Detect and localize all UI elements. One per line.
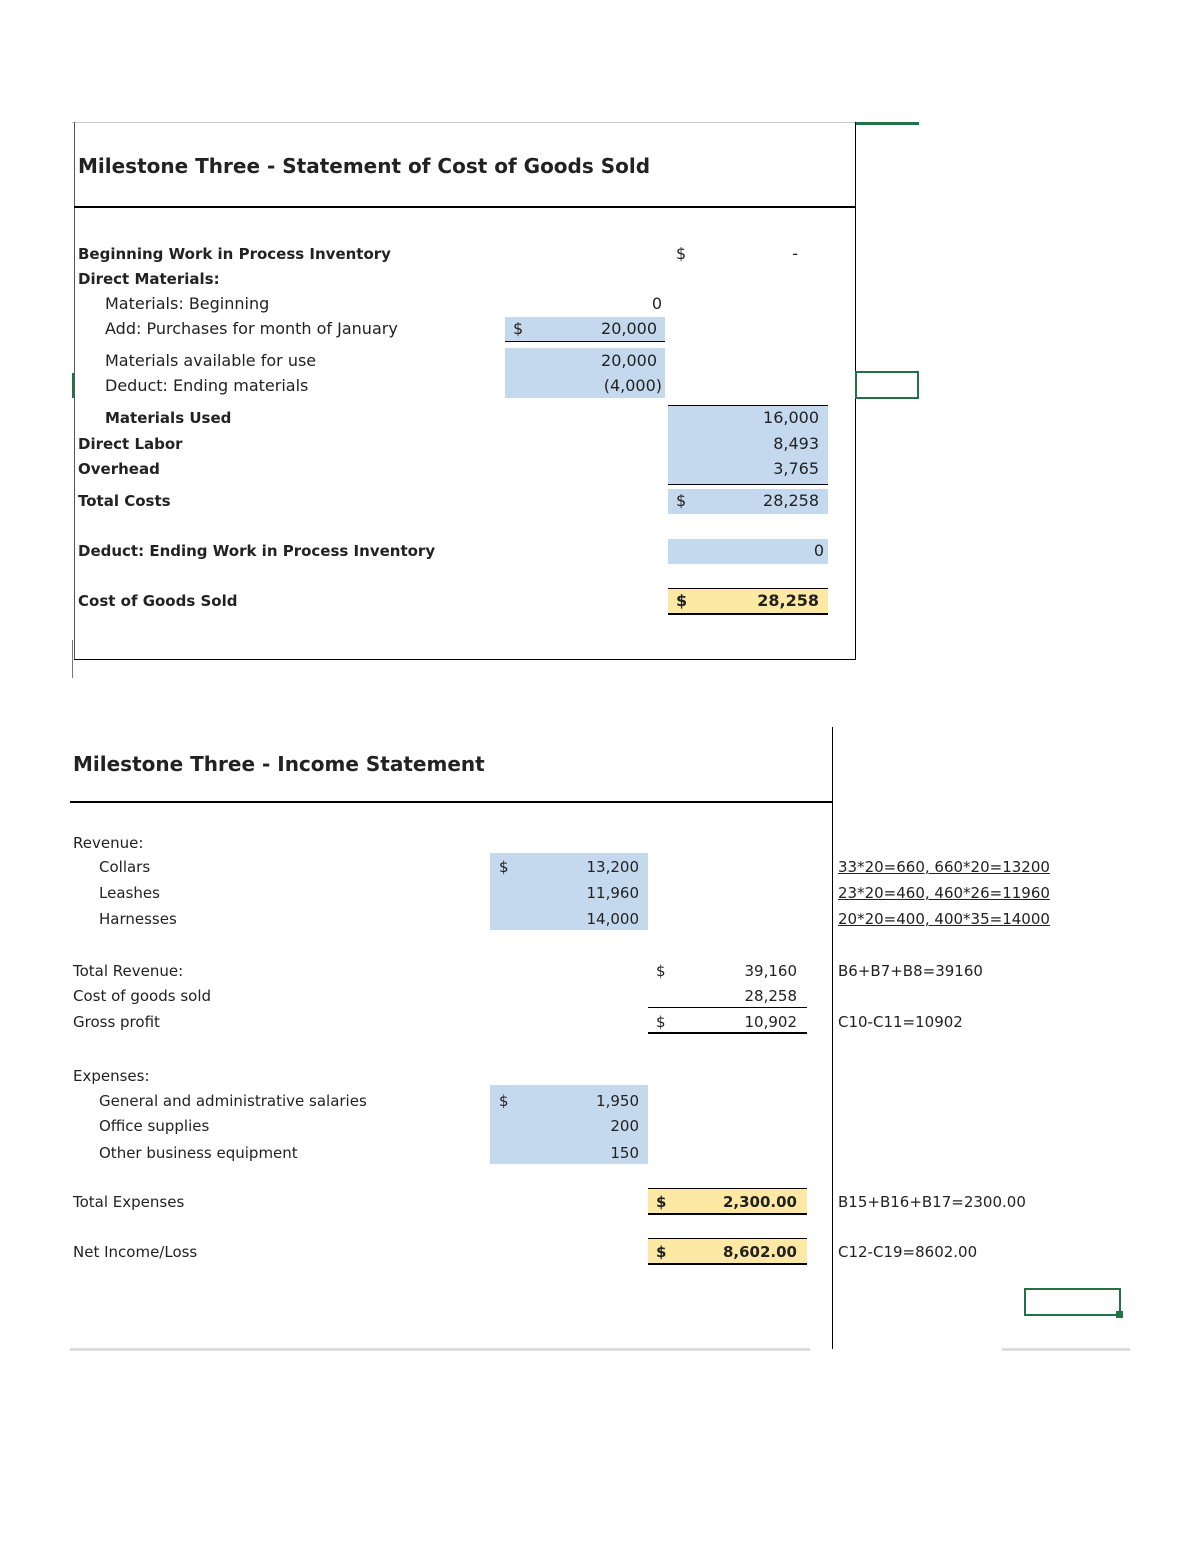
label-total-expenses: Total Expenses xyxy=(73,1193,185,1211)
label-total-revenue: Total Revenue: xyxy=(73,962,184,980)
value-ending-wip: 0 xyxy=(813,541,824,560)
value-other-equipment: 150 xyxy=(610,1144,639,1162)
value-mat-used: 16,000 xyxy=(763,408,819,427)
border-cogs-bottom xyxy=(668,613,828,615)
note-leashes: 23*20=460, 460*26=11960 xyxy=(838,884,1050,902)
label-expenses-heading: Expenses: xyxy=(73,1067,150,1085)
value-collars: 13,200 xyxy=(586,858,639,876)
frame-left xyxy=(74,122,75,660)
value-cogs-total: 28,258 xyxy=(757,591,819,610)
currency-expenses: $ xyxy=(499,1092,509,1110)
value-office-supplies: 200 xyxy=(610,1117,639,1135)
income-title-rule xyxy=(70,801,832,803)
frame-left-tail xyxy=(72,640,73,678)
currency-total-revenue: $ xyxy=(656,962,666,980)
income-right-border xyxy=(832,727,833,1349)
label-collars: Collars xyxy=(99,858,151,876)
label-direct-materials: Direct Materials: xyxy=(78,270,220,288)
value-ending-mat: (4,000) xyxy=(603,376,662,395)
income-bottom-edge xyxy=(70,1348,810,1351)
label-other-equipment: Other business equipment xyxy=(99,1144,298,1162)
value-ga-salaries: 1,950 xyxy=(596,1092,639,1110)
note-gross-profit: C10-C11=10902 xyxy=(838,1013,963,1031)
label-cogs: Cost of goods sold xyxy=(73,987,212,1005)
value-direct-labor: 8,493 xyxy=(773,434,819,453)
income-title: Milestone Three - Income Statement xyxy=(73,752,485,776)
label-purchases: Add: Purchases for month of January xyxy=(105,319,398,338)
value-purchases: 20,000 xyxy=(601,319,657,338)
frame-top xyxy=(72,122,857,123)
currency-gross-profit: $ xyxy=(656,1013,666,1031)
currency-cogs-total: $ xyxy=(676,591,688,610)
selection-left-marker xyxy=(72,373,74,398)
note-net-income: C12-C19=8602.00 xyxy=(838,1243,978,1261)
value-cogs: 28,258 xyxy=(744,987,797,1005)
border-overhead xyxy=(668,484,828,485)
border-total-exp-bottom xyxy=(648,1213,807,1215)
value-net-income: 8,602.00 xyxy=(722,1243,797,1261)
label-revenue-heading: Revenue: xyxy=(73,834,144,852)
label-ga-salaries: General and administrative salaries xyxy=(99,1092,367,1110)
currency-total-costs: $ xyxy=(676,491,687,510)
currency-revenue: $ xyxy=(499,858,509,876)
value-available: 20,000 xyxy=(601,351,657,370)
value-total-expenses: 2,300.00 xyxy=(722,1193,797,1211)
note-collars: 33*20=660, 660*20=13200 xyxy=(838,858,1050,876)
currency-total-expenses: $ xyxy=(656,1193,667,1211)
value-beg-wip: - xyxy=(792,244,798,263)
note-harnesses: 20*20=400, 400*35=14000 xyxy=(838,910,1050,928)
label-net-income: Net Income/Loss xyxy=(73,1243,198,1261)
label-cogs-total: Cost of Goods Sold xyxy=(78,592,238,610)
income-bottom-edge-right xyxy=(1002,1348,1130,1351)
border-total-exp-top xyxy=(648,1188,807,1189)
label-ending-mat: Deduct: Ending materials xyxy=(105,376,309,395)
selected-cell[interactable] xyxy=(855,371,919,399)
cogs-title: Milestone Three - Statement of Cost of Goods Sold xyxy=(78,154,651,178)
frame-bottom xyxy=(74,659,856,660)
currency-net-income: $ xyxy=(656,1243,667,1261)
border-cogs-top xyxy=(668,588,828,589)
selection-edge-top xyxy=(855,122,919,125)
fill-handle[interactable] xyxy=(1116,1311,1123,1318)
label-leashes: Leashes xyxy=(99,884,160,902)
value-mat-begin: 0 xyxy=(651,294,662,313)
title-rule xyxy=(74,206,856,208)
label-mat-used: Materials Used xyxy=(105,409,232,427)
label-available: Materials available for use xyxy=(105,351,317,370)
note-total-revenue: B6+B7+B8=39160 xyxy=(838,962,983,980)
fill-ending-wip xyxy=(668,539,828,564)
label-beg-wip: Beginning Work in Process Inventory xyxy=(78,245,391,263)
label-gross-profit: Gross profit xyxy=(73,1013,160,1031)
value-total-revenue: 39,160 xyxy=(744,962,797,980)
value-overhead: 3,765 xyxy=(773,459,819,478)
label-office-supplies: Office supplies xyxy=(99,1117,210,1135)
border-cogs-line xyxy=(648,1007,807,1008)
label-mat-begin: Materials: Beginning xyxy=(105,294,270,313)
value-total-costs: 28,258 xyxy=(763,491,819,510)
note-total-expenses: B15+B16+B17=2300.00 xyxy=(838,1193,1026,1211)
border-gross-profit xyxy=(648,1032,807,1034)
label-overhead: Overhead xyxy=(78,460,160,478)
label-harnesses: Harnesses xyxy=(99,910,177,928)
currency-purchases: $ xyxy=(513,319,524,338)
border-net-bottom xyxy=(648,1263,807,1265)
border-net-top xyxy=(648,1238,807,1239)
border-purchases xyxy=(505,341,665,342)
value-leashes: 11,960 xyxy=(586,884,639,902)
selected-cell-income[interactable] xyxy=(1024,1288,1121,1316)
label-total-costs: Total Costs xyxy=(78,492,171,510)
value-harnesses: 14,000 xyxy=(586,910,639,928)
currency-beg-wip: $ xyxy=(676,244,687,263)
label-direct-labor: Direct Labor xyxy=(78,435,183,453)
border-mat-used-top xyxy=(668,405,828,406)
label-ending-wip: Deduct: Ending Work in Process Inventory xyxy=(78,542,436,560)
value-gross-profit: 10,902 xyxy=(744,1013,797,1031)
